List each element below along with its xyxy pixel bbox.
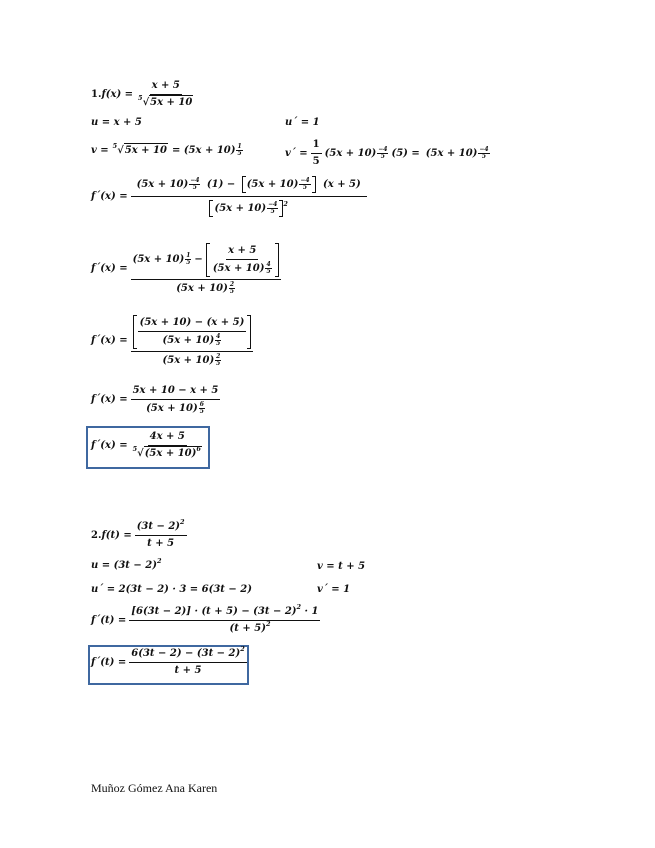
p2-u: $u = (3t - 2)^2$ (91, 557, 162, 571)
p2-step1: f´(t) = $\frac{[6(3t - 2)] \cdot (t + 5) - (3t - 2)^2 \cdot 1}{(t + 5)^2}$ (91, 603, 319, 634)
p1-step3: f´(x) = (5x + 10) − (x + 5) (5x + 10) $\frac{4}{5}$ (5x + 10) $\frac{2}{5}$ (91, 315, 256, 367)
p1-definition (91, 80, 198, 108)
p1-fx: f(x) = (101, 88, 134, 100)
p2-final: f´(t) = $\frac{6(3t - 2) - (3t - 2)^2}{t + 5}$ (91, 645, 245, 676)
p1-number: 1. (91, 88, 102, 100)
p1-step1: f´(x) = (5x + 10) $\frac{-4}{5}$ (1) − (5x + 10) $\frac{-4}{5}$ (x + 5) (5x + 10) $\frac{-4}{5}$ $^2$ (91, 176, 370, 217)
p1-step4: f´(x) = 5x + 10 − x + 5 (5x + 10) $\frac{6}{5}$ (91, 385, 219, 415)
p1-def-fraction: $\frac{x + 5}{^5√5x + 10}$ (138, 80, 193, 108)
p1-final: f´(x) = $\frac{4x + 5}{^5√(5x + 10)^6}$ (91, 431, 201, 459)
p1-u: u = x + 5 (91, 117, 142, 128)
p2-u-prime: u´ = 2(3t − 2) · 3 = 6(3t − 2) (91, 584, 252, 595)
p2-v: v = t + 5 (317, 561, 366, 572)
p2-v-prime: v´ = 1 (317, 584, 351, 595)
author-name: Muñoz Gómez Ana Karen (91, 781, 218, 795)
p1-v-prime: v´ = $\frac{1}{5}$ (5x + 10) −4 5 (5) = (5x + 10) −4 5 (285, 139, 489, 167)
p2-number: 2. (91, 529, 102, 541)
p1-v: v = $^5$√5x + 10 = (5x + 10) 1 5 (91, 142, 242, 157)
p1-def-num: x + 5 (150, 80, 182, 95)
p1-step2: f´(x) = (5x + 10) 1 5 − x + 5 (5x + 10) $\frac{4}{5}$ (5x + 10) $\frac{2}{5}$ (91, 243, 284, 295)
p1-root-index: 5 (138, 93, 143, 102)
p2-definition: 2. f(t) = $\frac{(3t - 2)^2}{t + 5}$ (91, 518, 185, 549)
p1-u-prime: u´ = 1 (285, 117, 320, 128)
p1-def-den: 5x + 10 (150, 96, 193, 108)
